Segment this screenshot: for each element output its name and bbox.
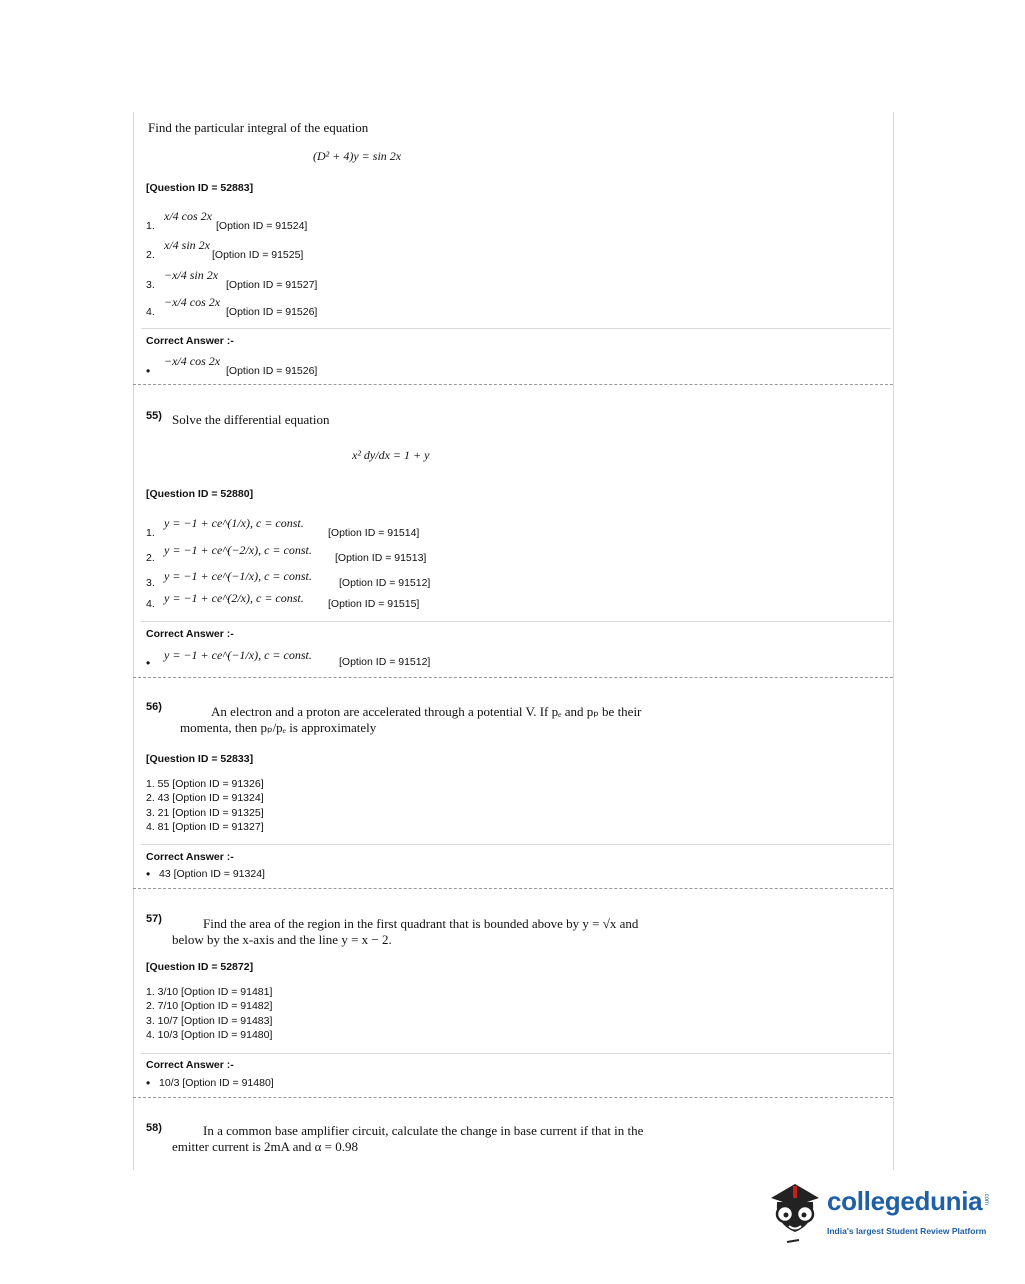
q54-option-3-expr: −x/4 sin 2x: [164, 268, 219, 282]
q55-option-4-id: [Option ID = 91515]: [328, 598, 420, 610]
bullet: •: [146, 867, 151, 881]
q54-option-4-num: 4.: [146, 306, 155, 318]
q56-correct-answer: 43 [Option ID = 91324]: [159, 868, 265, 880]
q55-option-3-num: 3.: [146, 577, 155, 589]
q54-option-2-expr: x/4 sin 2x: [164, 238, 210, 252]
question-55-equation: x² dy/dx = 1 + y: [352, 448, 430, 462]
divider: [141, 328, 891, 329]
q54-option-3-num: 3.: [146, 279, 155, 291]
divider: [141, 1053, 891, 1054]
q55-correct-label: Correct Answer :-: [146, 628, 234, 640]
q56-option-2: 2. 43 [Option ID = 91324]: [146, 792, 264, 804]
question-57-line-1: Find the area of the region in the first quadrant that is bounded above by y = √x and: [203, 916, 639, 931]
q55-correct-expr: y = −1 + ce^(−1/x), c = const.: [164, 648, 312, 662]
question-56-line-2: momenta, then pₚ/pₑ is approximately: [180, 720, 377, 735]
question-56-line-1: An electron and a proton are accelerated through a potential V. If pₑ and pₚ be their: [211, 704, 642, 719]
q55-option-3-id: [Option ID = 91512]: [339, 577, 431, 589]
question-57-number: 57): [146, 913, 162, 925]
question-separator: [133, 677, 893, 678]
q56-option-1: 1. 55 [Option ID = 91326]: [146, 778, 264, 790]
bullet: •: [146, 364, 151, 378]
q55-option-1-expr: y = −1 + ce^(1/x), c = const.: [164, 516, 304, 530]
bullet: •: [146, 656, 151, 670]
q57-option-2: 2. 7/10 [Option ID = 91482]: [146, 1000, 273, 1012]
q57-option-4: 4. 10/3 [Option ID = 91480]: [146, 1029, 273, 1041]
bullet: •: [146, 1076, 151, 1090]
q57-option-3: 3. 10/7 [Option ID = 91483]: [146, 1015, 273, 1027]
q54-option-2-id: [Option ID = 91525]: [212, 249, 304, 261]
question-54-equation: (D² + 4)y = sin 2x: [313, 149, 402, 163]
mascot-icon: [765, 1176, 825, 1248]
q57-option-1: 1. 3/10 [Option ID = 91481]: [146, 986, 273, 998]
collegedunia-logo[interactable]: [765, 1176, 995, 1248]
brand-name: collegedunia: [827, 1186, 983, 1216]
question-55-number: 55): [146, 410, 162, 422]
question-separator: [133, 384, 893, 385]
q54-correct-expr: −x/4 cos 2x: [164, 354, 221, 368]
q57-correct-label: Correct Answer :-: [146, 1059, 234, 1071]
q54-option-1-num: 1.: [146, 220, 155, 232]
q54-option-4-expr: −x/4 cos 2x: [164, 295, 221, 309]
question-56-number: 56): [146, 701, 162, 713]
q54-option-4-id: [Option ID = 91526]: [226, 306, 318, 318]
question-56-id: [Question ID = 52833]: [146, 753, 254, 765]
q56-option-4: 4. 81 [Option ID = 91327]: [146, 821, 264, 833]
divider: [141, 844, 891, 845]
question-58-line-1: In a common base amplifier circuit, calculate the change in base current if that in the: [203, 1123, 644, 1138]
question-57-line-2: below by the x-axis and the line y = x − 2.: [172, 932, 392, 947]
q55-option-4-expr: y = −1 + ce^(2/x), c = const.: [164, 591, 304, 605]
question-55-id: [Question ID = 52880]: [146, 488, 254, 500]
q54-option-1-id: [Option ID = 91524]: [216, 220, 308, 232]
question-58-number: 58): [146, 1122, 162, 1134]
question-separator: [133, 1097, 893, 1098]
question-54-prompt: Find the particular integral of the equation: [148, 120, 369, 135]
q57-correct-answer: 10/3 [Option ID = 91480]: [159, 1077, 274, 1089]
brand-tagline: India's largest Student Review Platform: [827, 1226, 987, 1236]
question-55-prompt: Solve the differential equation: [172, 412, 330, 427]
divider: [141, 621, 891, 622]
q54-option-3-id: [Option ID = 91527]: [226, 279, 318, 291]
q55-option-2-expr: y = −1 + ce^(−2/x), c = const.: [164, 543, 312, 557]
q54-option-2-num: 2.: [146, 249, 155, 261]
question-separator: [133, 888, 893, 889]
q55-option-2-id: [Option ID = 91513]: [335, 552, 427, 564]
q55-correct-id: [Option ID = 91512]: [339, 656, 431, 668]
q55-option-1-id: [Option ID = 91514]: [328, 527, 420, 539]
q54-correct-label: Correct Answer :-: [146, 335, 234, 347]
q55-option-1-num: 1.: [146, 527, 155, 539]
question-54-id: [Question ID = 52883]: [146, 182, 254, 194]
question-57-id: [Question ID = 52872]: [146, 961, 254, 973]
q54-correct-id: [Option ID = 91526]: [226, 365, 318, 377]
q54-option-1-expr: x/4 cos 2x: [164, 209, 212, 223]
q55-option-3-expr: y = −1 + ce^(−1/x), c = const.: [164, 569, 312, 583]
question-58-line-2: emitter current is 2mA and α = 0.98: [172, 1139, 358, 1154]
q55-option-4-num: 4.: [146, 598, 155, 610]
q55-option-2-num: 2.: [146, 552, 155, 564]
q56-correct-label: Correct Answer :-: [146, 851, 234, 863]
q56-option-3: 3. 21 [Option ID = 91325]: [146, 807, 264, 819]
brand-suffix: .com: [983, 1192, 989, 1206]
